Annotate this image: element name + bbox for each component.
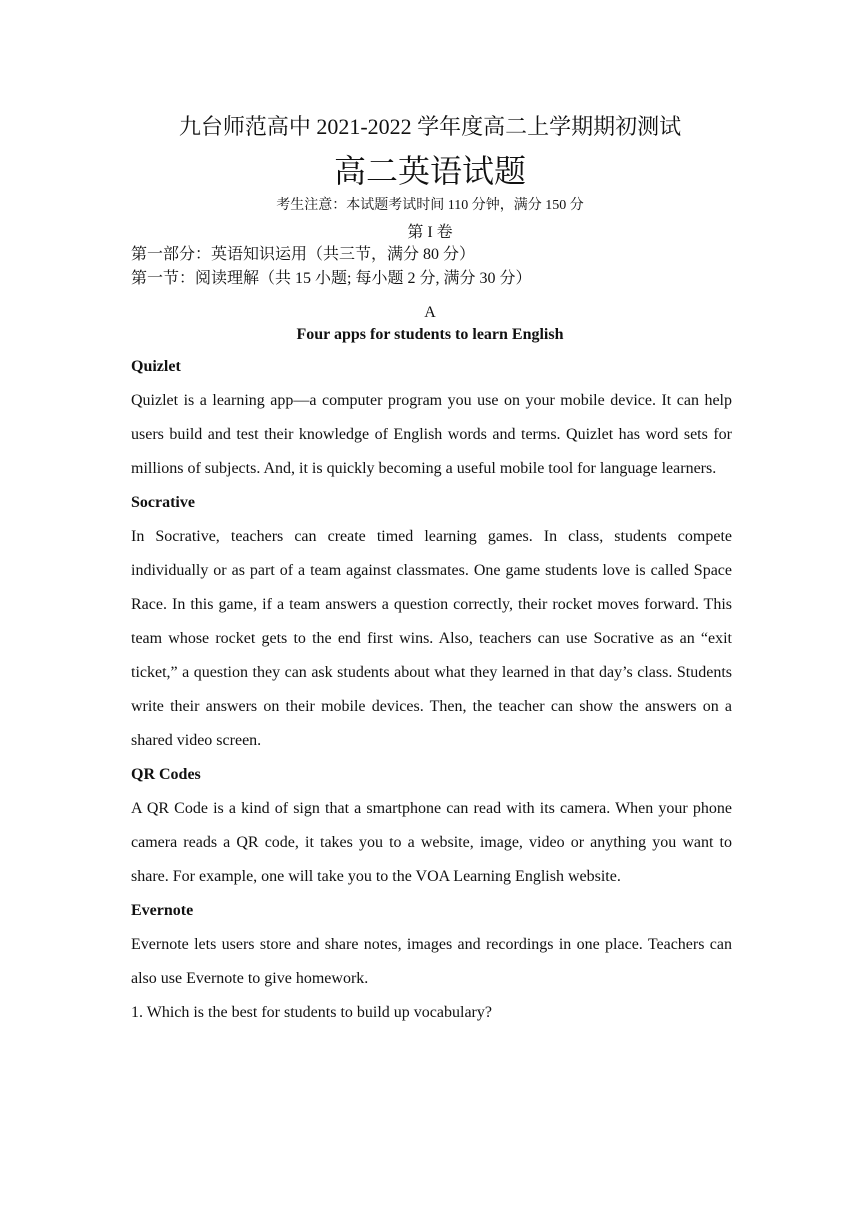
- subject-title: 高二英语试题: [333, 153, 526, 189]
- passage-title: Four apps for students to learn English: [296, 326, 564, 343]
- exam-notice: 考生注意：本试题考试时间 110 分钟，满分 150 分: [276, 198, 584, 213]
- section-heading: 第一节：阅读理解（共 15 小题; 每小题 2 分, 满分 30 分）: [131, 270, 532, 287]
- part-heading: 第一部分：英语知识运用（共三节，满分 80 分）: [131, 246, 476, 263]
- app-heading-qr-codes: QR Codes: [131, 766, 201, 783]
- app-heading-socrative: Socrative: [131, 494, 195, 511]
- volume-label: 第 I 卷: [407, 224, 453, 241]
- app-heading-quizlet: Quizlet: [131, 358, 181, 375]
- app-paragraph-evernote: Evernote lets users store and share notes, images and recordings in one place. Teachers can also use Evernote to give homework.: [131, 936, 732, 987]
- question-1: 1. Which is the best for students to build up vocabulary?: [131, 1004, 492, 1021]
- app-heading-evernote: Evernote: [131, 902, 194, 919]
- app-paragraph-quizlet: Quizlet is a learning app—a computer program you use on your mobile device. It can help users build and test their knowledge of English words and terms. Quizlet has word sets for millions of subjects. And, it is quickly becoming a useful mobile tool for language learners.: [131, 392, 732, 477]
- passage-body: [131, 350, 732, 1030]
- app-paragraph-qr-codes: A QR Code is a kind of sign that a smartphone can read with its camera. When your phone camera reads a QR code, it takes you to a website, image, video or anything you want to share. For example, one will take you to the VOA Learning English website.: [131, 800, 732, 885]
- app-paragraph-socrative: In Socrative, teachers can create timed learning games. In class, students compete individually or as part of a team against classmates. One game students love is called Space Race. In this game, if a team answers a question correctly, their rocket moves forward. This team whose rocket gets to the end first wins. Also, teachers can use Socrative as an “exit ticket,” a question they can ask students about what they learned in that day’s class. Students write their answers on their mobile devices. Then, the teacher can show the answers on a shared video screen.: [131, 528, 732, 749]
- school-title: 九台师范高中 2021-2022 学年度高二上学期期初测试: [178, 114, 682, 139]
- passage-letter: A: [424, 304, 436, 321]
